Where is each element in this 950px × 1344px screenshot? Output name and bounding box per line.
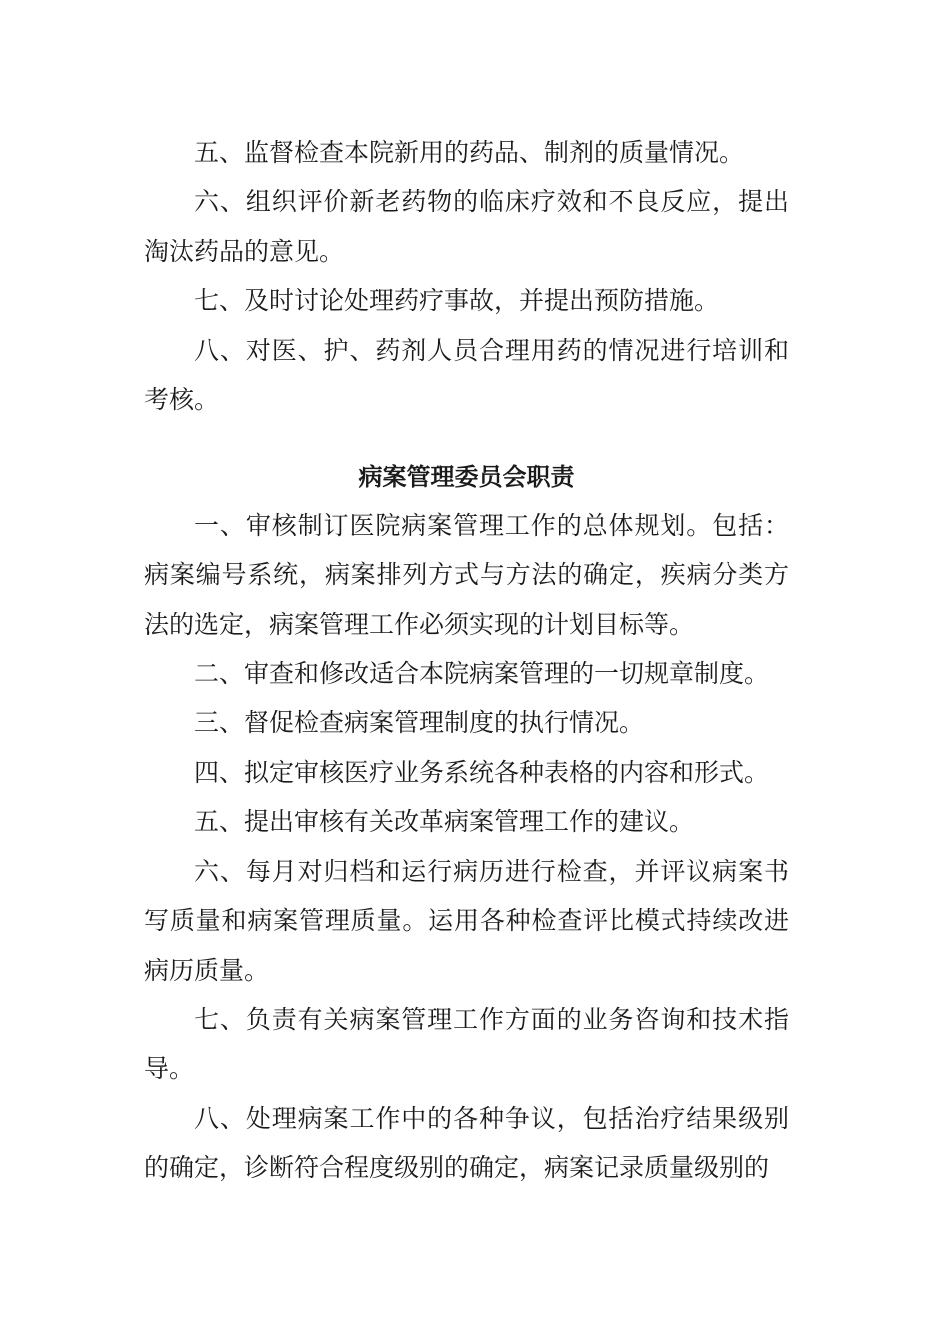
paragraph-supervise-quality: 五、监督检查本院新用的药品、制剂的质量情况。 xyxy=(194,138,745,167)
paragraph-overall-plan: 一、审核制订医院病案管理工作的总体规划。包括：病案编号系统，病案排列方式与方法的确定，疾病分类方法的选定，病案管理工作必须实现的计划目标等。 xyxy=(144,510,789,639)
document-body xyxy=(144,128,789,1193)
paragraph-disputes: 八、处理病案工作中的各种争议，包括治疗结果级别的确定，诊断符合程度级别的确定，病案记录质量级别的 xyxy=(144,1103,789,1183)
paragraph-monthly-inspection: 六、每月对归档和运行病历进行检查，并评议病案书写质量和病案管理质量。运用各种检查评比模式持续改进病历质量。 xyxy=(144,856,789,985)
paragraph-handle-incidents: 七、及时讨论处理药疗事故，并提出预防措施。 xyxy=(194,286,720,316)
paragraph-consulting: 七、负责有关病案管理工作方面的业务咨询和技术指导。 xyxy=(144,1004,789,1084)
paragraph-supervise-execution: 三、督促检查病案管理制度的执行情况。 xyxy=(194,708,645,738)
paragraph-review-rules: 二、审查和修改适合本院病案管理的一切规章制度。 xyxy=(194,659,770,689)
paragraph-training: 八、对医、护、药剂人员合理用药的情况进行培训和考核。 xyxy=(144,335,789,415)
paragraph-evaluate-drugs: 六、组织评价新老药物的临床疗效和不良反应，提出淘汰药品的意见。 xyxy=(144,187,789,266)
paragraph-reform-suggestions: 五、提出审核有关改革病案管理工作的建议。 xyxy=(194,807,695,837)
paragraph-forms: 四、拟定审核医疗业务系统各种表格的内容和形式。 xyxy=(194,757,770,787)
section-title: 病案管理委员会职责 xyxy=(358,463,575,492)
